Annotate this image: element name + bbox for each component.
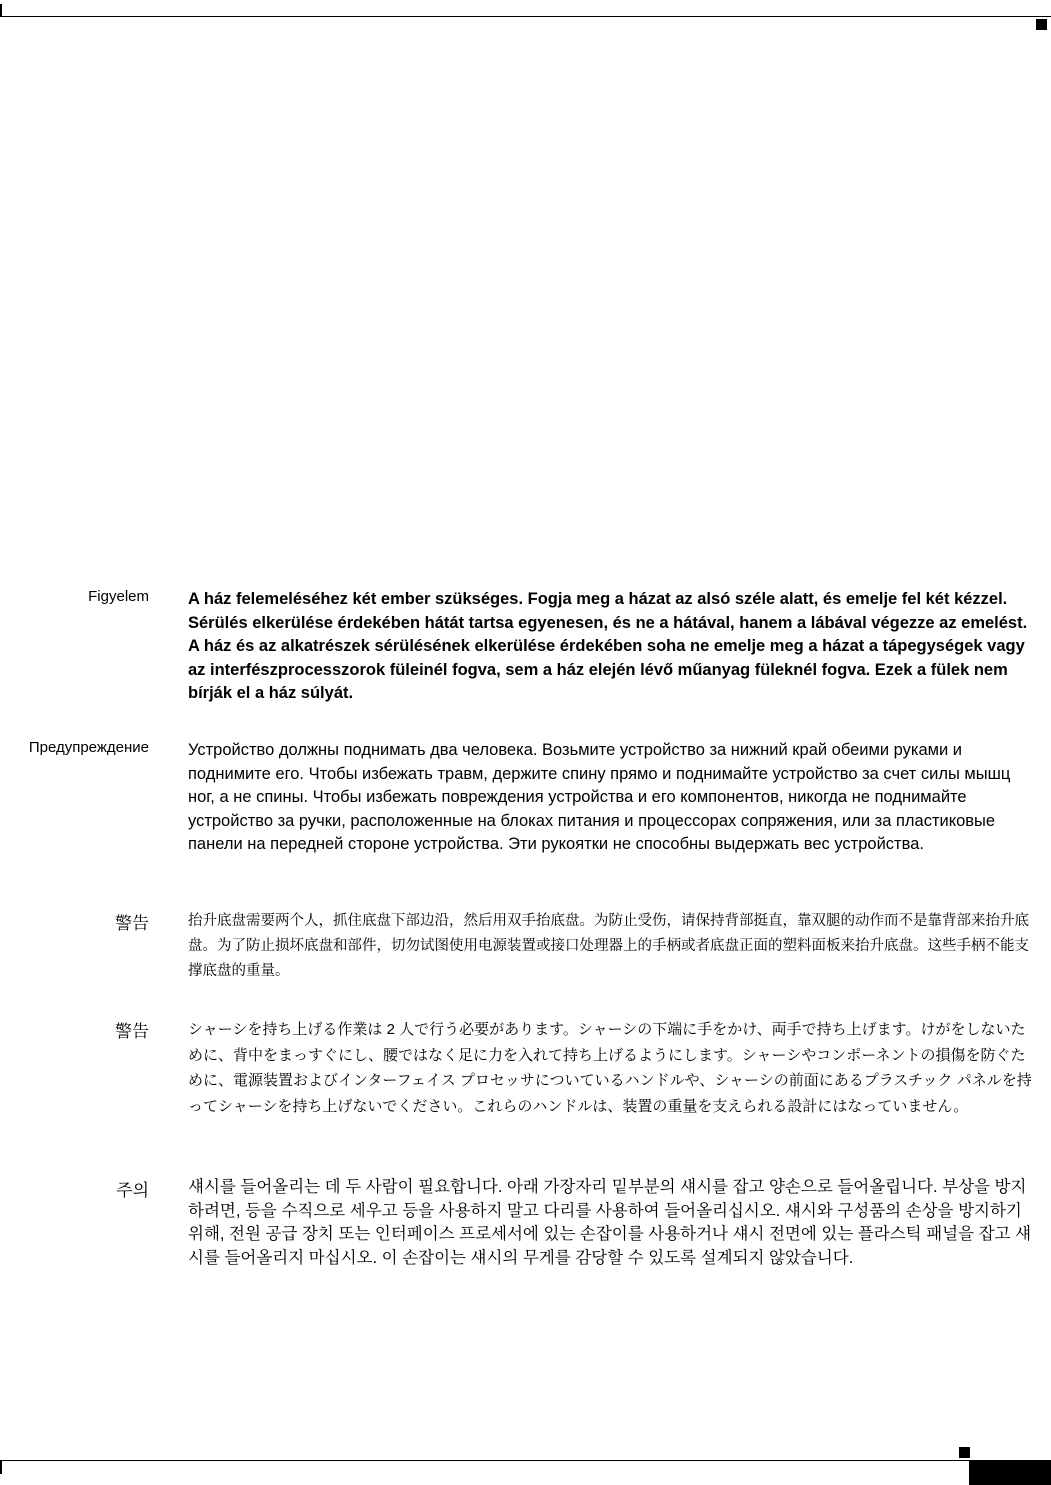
page-number-tab: [969, 1461, 1051, 1485]
header-rule: [0, 16, 1051, 17]
footer-corner-marker: [959, 1447, 970, 1458]
warning-text-russian: Устройство должны поднимать два человека. Возьмите устройство за нижний край обеими руками и поднимите его. Чтобы избежать травм, держите спину прямо и поднимайте устройство за счет силы мышц ног, а не спины. Чтобы избежать повреждения устройства и его компонентов, никогда не поднимайте устройство за ручки, расположенные на блоках питания и процессорах сопряжения, или за пластиковые панели на передней стороне устройства. Эти рукоятки не способны выдержать вес устройства.: [188, 741, 1011, 853]
warning-text-japanese: シャーシを持ち上げる作業は 2 人で行う必要があります。シャーシの下端に手をかけ、両手で持ち上げます。けがをしないために、背中をまっすぐにし、腰ではなく足に力を入れて持ち上げるようにします。シャーシやコンポーネントの損傷を防ぐために、電源装置およびインターフェイス プロセッサについているハンドルや、シャーシの前面にあるプラスチック パネルを持ってシャーシを持ち上げないでください。これらのハンドルは、装置の重量を支えられる設計にはなっていません。: [188, 1021, 1032, 1115]
warning-text-korean: 섀시를 들어올리는 데 두 사람이 필요합니다. 아래 가장자리 밑부분의 섀시를 잡고 양손으로 들어올립니다. 부상을 방지하려면, 등을 수직으로 세우고 등을 사용하지 말고 다리를 사용하여 들어올리십시오. 섀시와 구성품의 손상을 방지하기 위해, 전원 공급 장치 또는 인터페이스 프로세서에 있는 손잡이를 사용하거나 섀시 전면에 있는 플라스틱 패널을 잡고 섀시를 들어올리지 마십시오. 이 손잡이는 섀시의 무게를 감당할 수 있도록 설계되지 않았습니다.: [188, 1178, 1032, 1267]
footer-rule: [0, 1460, 1051, 1461]
warning-label-chinese: 警告: [115, 914, 149, 933]
warning-label-korean: 주의: [116, 1181, 149, 1200]
warning-label-japanese: 警告: [115, 1022, 149, 1041]
warning-label-russian: Предупреждение: [28, 739, 149, 756]
warning-text-hungarian: A ház felemeléséhez két ember szükséges. Fogja meg a házat az alsó széle alatt, és emelje fel két kézzel. Sérülés elkerülése érdekében hátát tartsa egyenesen, és ne a hátával, hanem a lábával végezze az emelést. A ház és az alkatrészek sérülésének elkerülése érdekében soha ne emelje meg a házat a tápegységek vagy az interfészprocesszorok füleinél fogva, sem a ház elején lévő műanyag füleknél fogva. Ezek a fülek nem bírják el a ház súlyát.: [188, 590, 1028, 702]
footer-rule-left-tick: [0, 1460, 2, 1474]
header-corner-marker: [1036, 19, 1047, 30]
header-rule-left-tick: [0, 4, 2, 17]
warning-text-chinese: 抬升底盘需要两个人，抓住底盘下部边沿，然后用双手抬底盘。为防止受伤，请保持背部挺直，靠双腿的动作而不是靠背部来抬升底盘。为了防止损坏底盘和部件，切勿试图使用电源装置或接口处理器上的手柄或者底盘正面的塑料面板来抬升底盘。这些手柄不能支撑底盘的重量。: [188, 913, 1029, 979]
warning-label-hungarian: Figyelem: [88, 588, 149, 605]
